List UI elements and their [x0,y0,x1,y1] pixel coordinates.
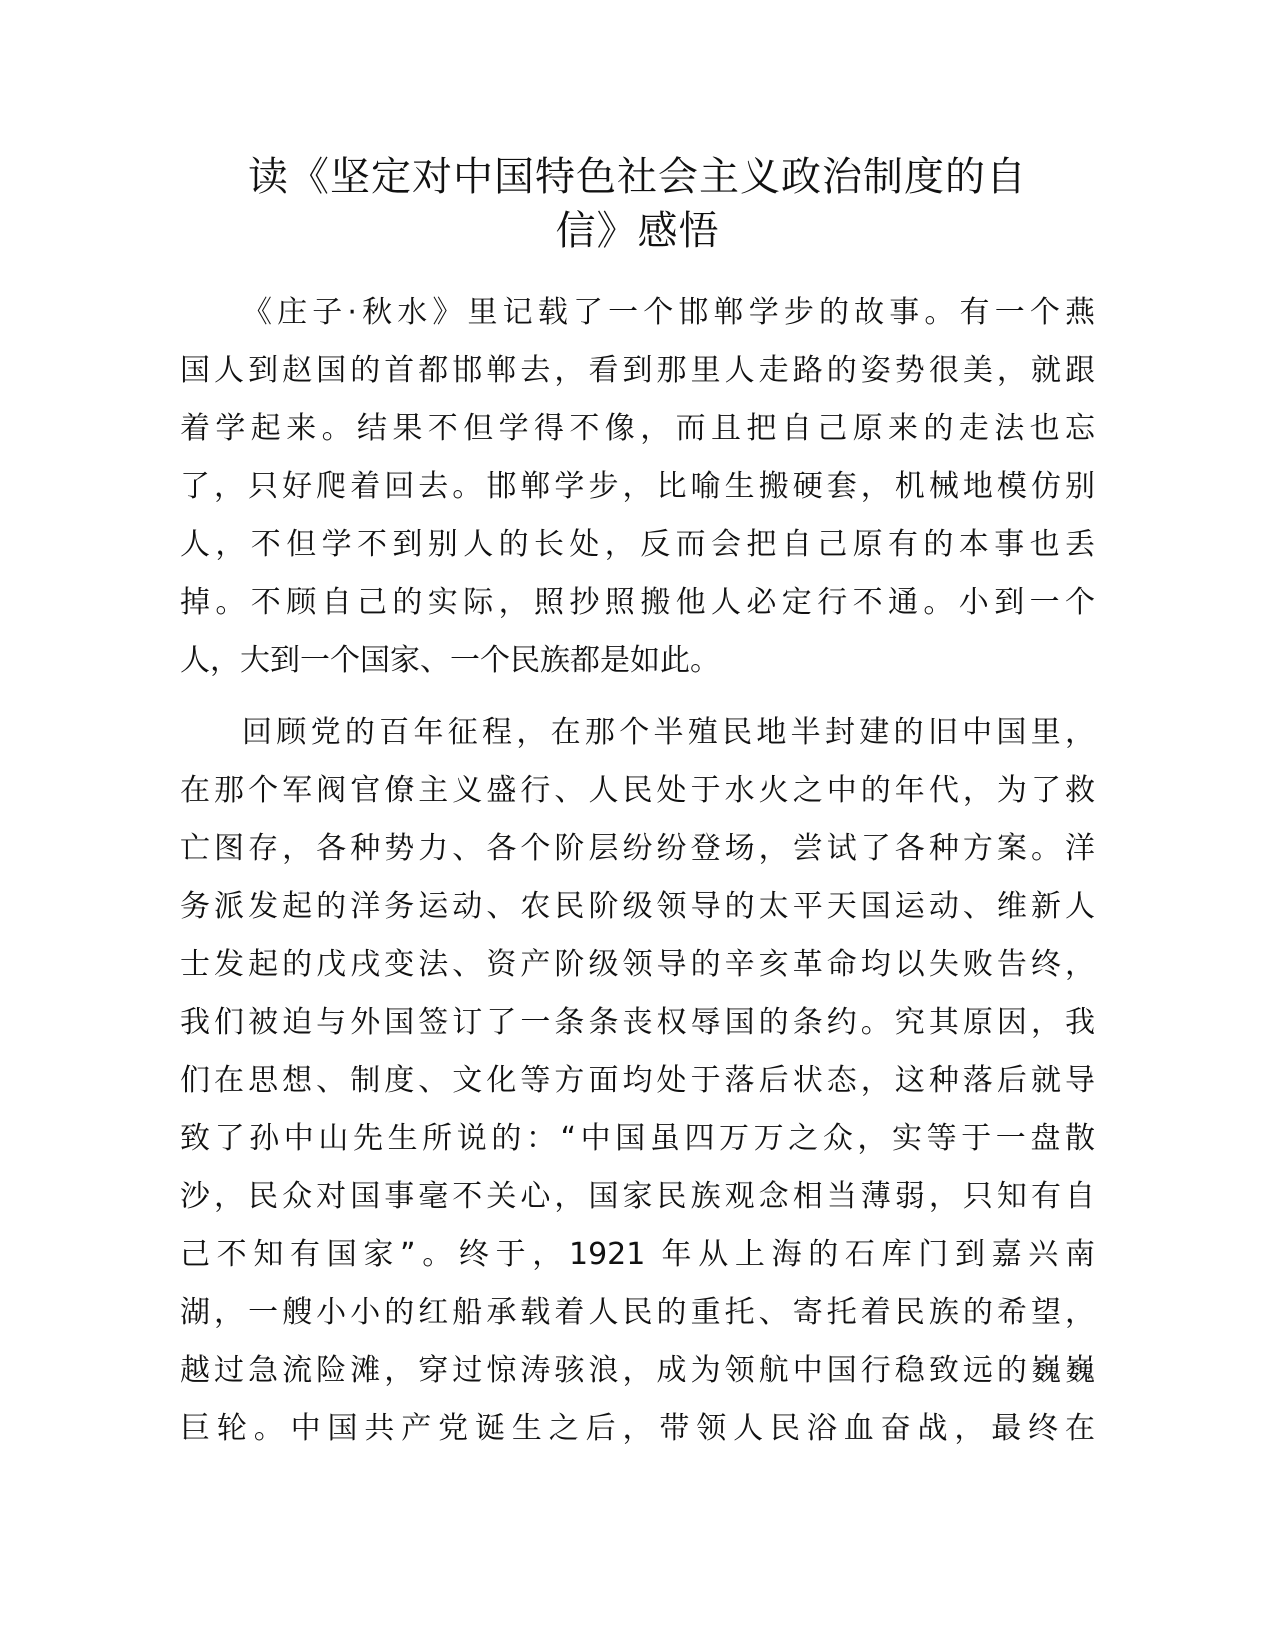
document-body [180,284,1095,1458]
paragraph-line: 我们被迫与外国签订了一条条丧权辱国的条约。究其原因，我 [180,1005,1095,1040]
paragraph-line: 了，只好爬着回去。邯郸学步，比喻生搬硬套，机械地模仿别 [180,469,1095,504]
paragraph-line: 巨轮。中国共产党诞生之后，带领人民浴血奋战，最终在 [180,1411,1095,1446]
title-line-2: 信》感悟 [555,208,720,254]
paragraph-line: 人，大到一个国家、一个民族都是如此。 [180,643,720,678]
paragraph-1 [180,284,1095,690]
paragraph-line: 《庄子·秋水》里记载了一个邯郸学步的故事。有一个燕 [242,295,1095,330]
paragraph-line: 掉。不顾自己的实际，照抄照搬他人必定行不通。小到一个 [180,585,1095,620]
paragraph-line: 人，不但学不到别人的长处，反而会把自己原有的本事也丢 [180,527,1095,562]
paragraph-line: 越过急流险滩，穿过惊涛骇浪，成为领航中国行稳致远的巍巍 [180,1353,1095,1388]
paragraph-line: 在那个军阀官僚主义盛行、人民处于水火之中的年代，为了救 [180,773,1095,808]
paragraph-line: 士发起的戊戌变法、资产阶级领导的辛亥革命均以失败告终， [180,947,1095,982]
title-line-1: 读《坚定对中国特色社会主义政治制度的自 [248,154,1027,200]
paragraph-line: 务派发起的洋务运动、农民阶级领导的太平天国运动、维新人 [180,889,1095,924]
paragraph-line: 国人到赵国的首都邯郸去，看到那里人走路的姿势很美，就跟 [180,353,1095,388]
paragraph-2 [180,704,1095,1458]
paragraph-line: 们在思想、制度、文化等方面均处于落后状态，这种落后就导 [180,1063,1095,1098]
paragraph-line: 着学起来。结果不但学得不像，而且把自己原来的走法也忘 [180,411,1095,446]
paragraph-spacer [180,690,1095,704]
paragraph-line: 沙，民众对国事毫不关心，国家民族观念相当薄弱，只知有自 [180,1179,1095,1214]
paragraph-line: 亡图存，各种势力、各个阶层纷纷登场，尝试了各种方案。洋 [180,831,1095,866]
paragraph-line: 湖，一艘小小的红船承载着人民的重托、寄托着民族的希望， [180,1295,1095,1330]
paragraph-line: 己不知有国家”。终于，1921 年从上海的石库门到嘉兴南 [180,1237,1095,1272]
document-title [180,150,1095,258]
paragraph-line: 回顾党的百年征程，在那个半殖民地半封建的旧中国里， [242,715,1095,750]
paragraph-line: 致了孙中山先生所说的：“中国虽四万万之众，实等于一盘散 [180,1121,1095,1156]
